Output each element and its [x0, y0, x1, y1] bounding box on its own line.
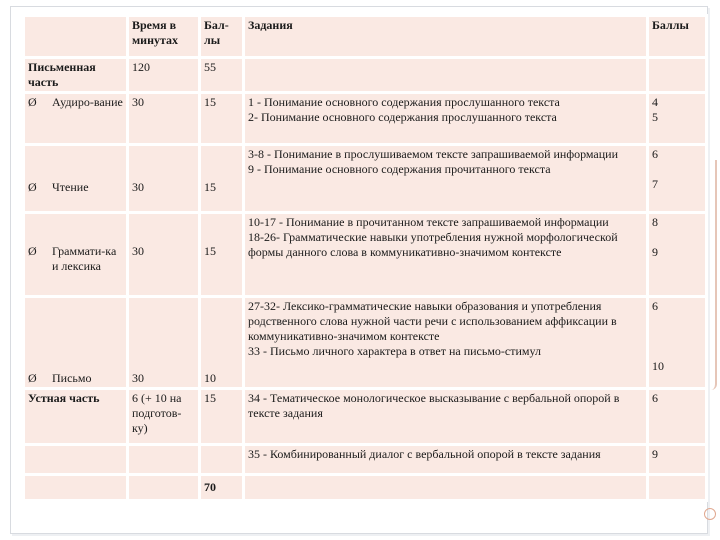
task-cell: 1 - Понимание основного содержания прослушанного текста 2- Понимание основного содержания прослушанного текста [244, 93, 648, 145]
decorative-circle [704, 508, 716, 520]
score-cell: 8 9 [648, 213, 707, 297]
section-time: 30 [128, 213, 200, 297]
section-points: 15 [200, 145, 244, 213]
section-time: 30 [128, 297, 200, 389]
score-cell: 6 7 [648, 145, 707, 213]
section-points: 15 [200, 93, 244, 145]
bullet-icon: Ø [28, 179, 37, 194]
oral-time: 6 (+ 10 на подготов-ку) [128, 389, 200, 445]
task-cell: 27-32- Лексико-грамматические навыки образования и употребления родственного слова нужной части речи с использованием аффиксации в коммуникативно-значимом контексте 33 - Письмо личного характера в ответ на письмо-стимул [244, 297, 648, 389]
section-writing: Ø Письмо [24, 297, 128, 389]
bullet-icon: Ø [28, 371, 37, 385]
oral-part-title: Устная часть [24, 389, 128, 445]
score-cell: 4 5 [648, 93, 707, 145]
task-cell: 10-17 - Понимание в прочитанном тексте запрашиваемой информации 18-26- Грамматические навыки употребления нужной морфологической формы данного слова в коммуникативно-значимом контексте [244, 213, 648, 297]
section-points: 15 [200, 213, 244, 297]
time-column-header: Время в минутах [128, 16, 200, 58]
table-row [24, 475, 707, 501]
scores-column-header: Баллы [648, 16, 707, 58]
score-cell: 6 [648, 389, 707, 445]
total-points: 70 [200, 475, 244, 501]
table-row [24, 445, 707, 475]
section-points: 10 [200, 297, 244, 389]
score-cell: 6 10 [648, 297, 707, 389]
task-cell: 3-8 - Понимание в прослушиваемом тексте запрашиваемой информации 9 - Понимание основного содержания прочитанного текста [244, 145, 648, 213]
decorative-border [707, 160, 717, 390]
points-column-header: Бал-лы [200, 16, 244, 58]
bullet-icon: Ø [28, 95, 37, 109]
task-cell: 34 - Тематическое монологическое высказывание с вербальной опорой в тексте задания [244, 389, 648, 445]
section-reading: Ø Чтение [24, 145, 128, 213]
tasks-column-header: Задания [244, 16, 648, 58]
exam-structure-table [22, 14, 708, 502]
section-time: 30 [128, 93, 200, 145]
task-cell: 35 - Комбинированный диалог с вербальной опорой в тексте задания [244, 445, 648, 475]
oral-points: 15 [200, 389, 244, 445]
written-points: 55 [200, 58, 244, 93]
bullet-icon: Ø [28, 244, 37, 258]
table-row [24, 58, 707, 93]
section-grammar: Ø Граммати-ка и лексика [24, 213, 128, 297]
table-row [24, 297, 707, 389]
section-time: 30 [128, 145, 200, 213]
written-time: 120 [128, 58, 200, 93]
section-listening: Ø Аудиро-вание [24, 93, 128, 145]
table-row [24, 213, 707, 297]
score-cell: 9 [648, 445, 707, 475]
table-row [24, 93, 707, 145]
table-row [24, 145, 707, 213]
written-part-title: Письменная часть [24, 58, 128, 93]
table-row [24, 389, 707, 445]
table-header-row [24, 16, 707, 58]
